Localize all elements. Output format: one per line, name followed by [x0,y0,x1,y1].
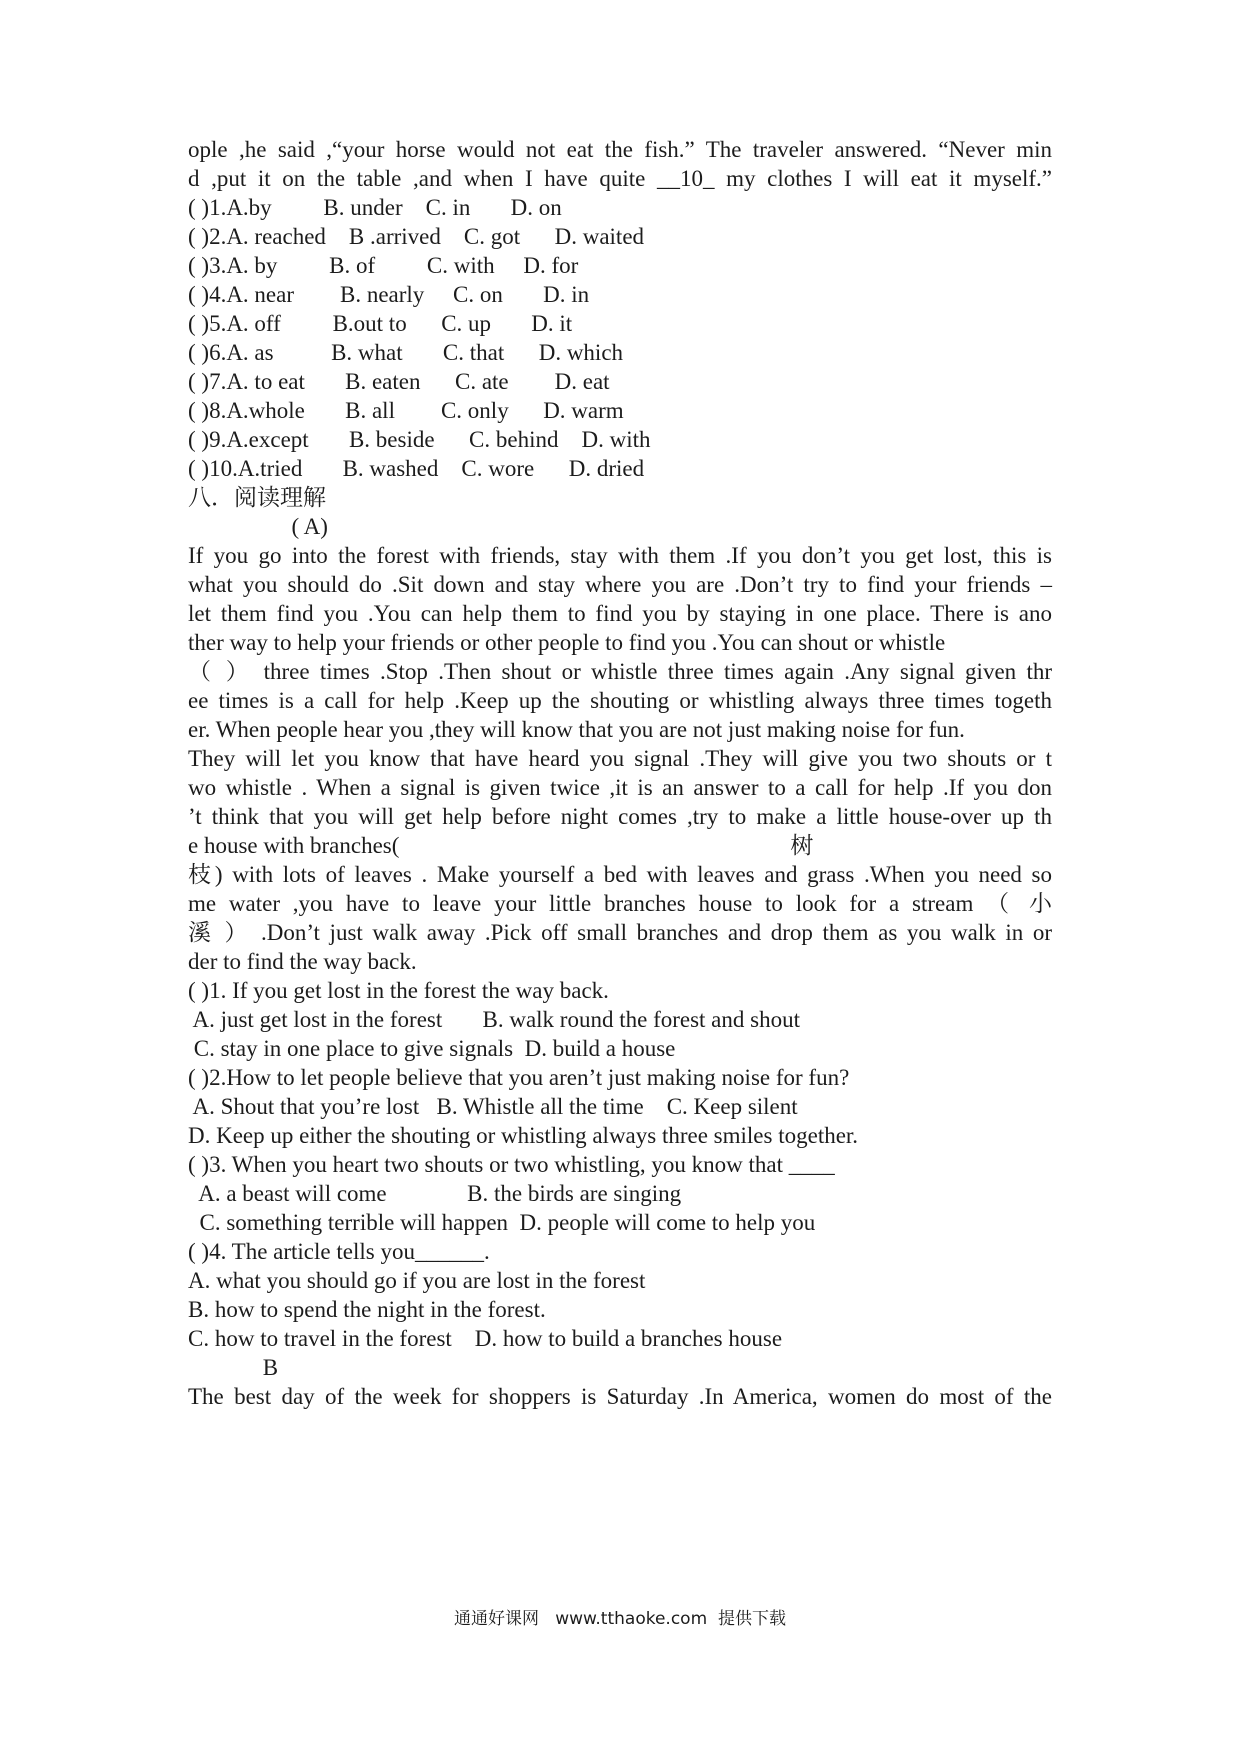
page-footer: 通通好课网 www.tthaoke.com 提供下载 [454,1609,786,1629]
question-line: ( )2.How to let people believe that you aren’t just making noise for fun? [188,1065,850,1090]
question-line: ( )4. The article tells you______. [188,1239,490,1264]
option-line: ( )3.A. by B. of C. with D. for [188,253,579,278]
option-line: ( )2.A. reached B .arrived C. got D. waited [188,224,645,249]
question-option: C. stay in one place to give signals D. build a house [188,1036,676,1061]
passage-line: If you go into the forest with friends, stay with them .If you don’t you get lost, this is [188,543,1052,568]
option-line: ( )6.A. as B. what C. that D. which [188,340,624,365]
passage-line: er. When people hear you ,they will know that you are not just making noise for fun. [188,717,965,742]
option-line: ( )10.A.tried B. washed C. wore D. dried [188,456,645,481]
question-option: B. how to spend the night in the forest. [188,1297,546,1322]
question-option: A. just get lost in the forest B. walk round the forest and shout [188,1007,800,1032]
question-option: A. a beast will come B. the birds are singing [188,1181,682,1206]
section-heading: 八．阅读理解 [188,485,326,510]
passage-line: （ ） three times .Stop .Then shout or whistle three times again .Any signal given thr [188,659,1052,684]
passage-line: e house with branches( 树 [188,833,814,858]
passage-line: ee times is a call for help .Keep up the shouting or whistling always three times togeth [188,688,1052,713]
passage-line: what you should do .Sit down and stay where you are .Don’t try to find your friends – [188,572,1052,597]
option-line: ( )7.A. to eat B. eaten C. ate D. eat [188,369,610,394]
question-option: A. Shout that you’re lost B. Whistle all the time C. Keep silent [188,1094,798,1119]
passage-line: wo whistle . When a signal is given twice ,it is an answer to a call for help .If you don [188,775,1052,800]
passage-line: They will let you know that have heard you signal .They will give you two shouts or t [188,746,1052,771]
question-line: ( )1. If you get lost in the forest the way back. [188,978,609,1003]
passage-label-a: ( A) [188,514,328,539]
question-option: C. something terrible will happen D. people will come to help you [188,1210,816,1235]
question-line: ( )3. When you heart two shouts or two whistling, you know that ____ [188,1152,835,1177]
passage-line: The best day of the week for shoppers is Saturday .In America, women do most of the [188,1384,1052,1409]
passage-line: 溪 ） .Don’t just walk away .Pick off small branches and drop them as you walk in or [188,920,1052,945]
option-line: ( )9.A.except B. beside C. behind D. with [188,427,651,452]
passage-line: let them find you .You can help them to find you by staying in one place. There is ano [188,601,1052,626]
option-line: ( )1.A.by B. under C. in D. on [188,195,562,220]
passage-label-b: B [188,1355,279,1380]
passage-line: 枝) with lots of leaves . Make yourself a bed with leaves and grass .When you need so [188,862,1052,887]
question-option: C. how to travel in the forest D. how to build a branches house [188,1326,783,1351]
text-line: ople ,he said ,“your horse would not eat the fish.” The traveler answered. “Never min [188,137,1052,162]
option-line: ( )4.A. near B. nearly C. on D. in [188,282,590,307]
question-option: D. Keep up either the shouting or whistling always three smiles together. [188,1123,859,1148]
passage-line: ther way to help your friends or other people to find you .You can shout or whistle [188,630,946,655]
text-line: d ,put it on the table ,and when I have quite __10_ my clothes I will eat it myself.” [188,166,1052,191]
passage-line: der to find the way back. [188,949,417,974]
question-option: A. what you should go if you are lost in the forest [188,1268,646,1293]
passage-line: me water ,you have to leave your little branches house to look for a stream （ 小 [188,891,1052,916]
passage-line: ’t think that you will get help before night comes ,try to make a little house-over up th [188,804,1052,829]
option-line: ( )8.A.whole B. all C. only D. warm [188,398,624,423]
option-line: ( )5.A. off B.out to C. up D. it [188,311,573,336]
